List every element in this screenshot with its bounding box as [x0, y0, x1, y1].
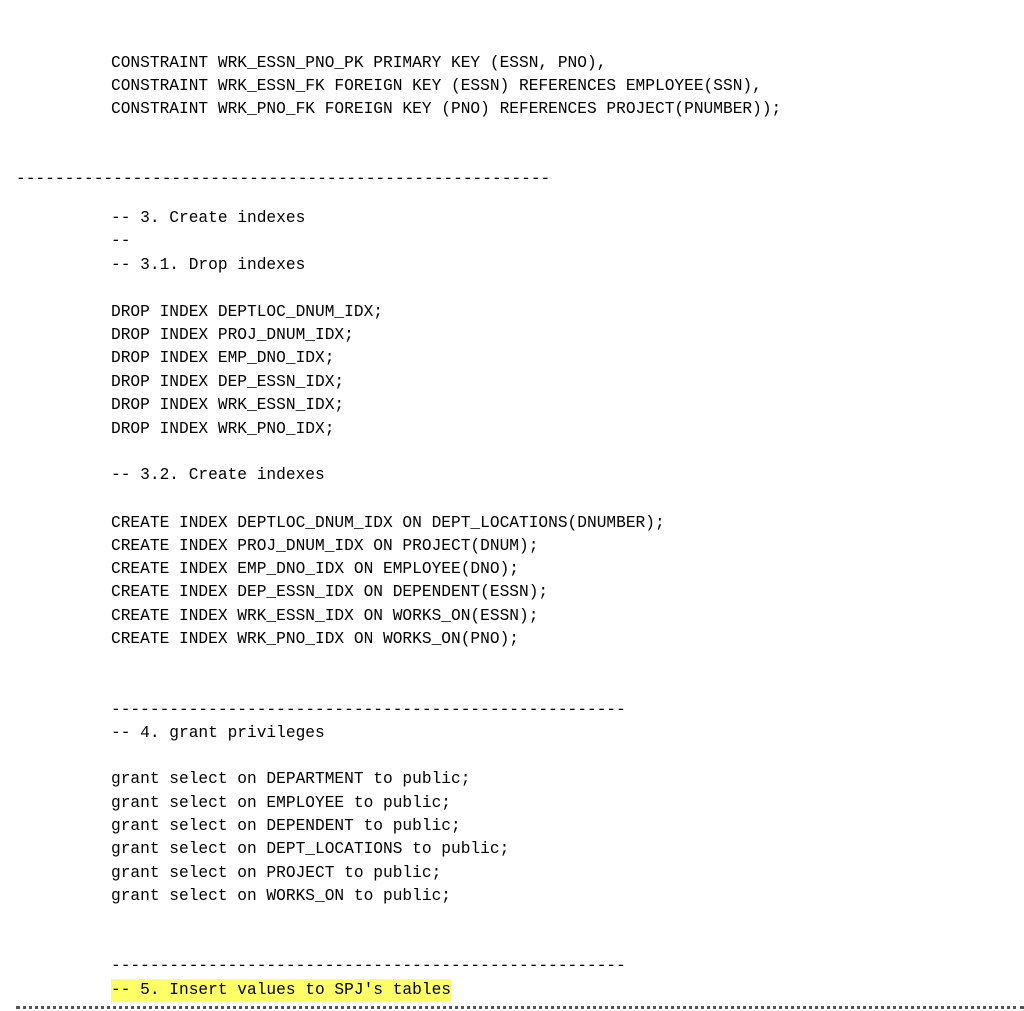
grant-line: grant select on PROJECT to public; [111, 864, 442, 882]
grant-line: grant select on EMPLOYEE to public; [111, 794, 451, 812]
constraint-pno-fk-line: CONSTRAINT WRK_PNO_FK FOREIGN KEY (PNO) REFERENCES PROJECT(PNUMBER)); [111, 100, 782, 118]
create-index-line: CREATE INDEX PROJ_DNUM_IDX ON PROJECT(DNUM); [111, 537, 539, 555]
section-separator: ----------------------------------------------------- [111, 957, 626, 975]
comment-grant-privileges: -- 4. grant privileges [111, 724, 325, 742]
comment-empty: -- [111, 232, 131, 250]
comment-insert-values-highlighted: -- 5. Insert values to SPJ's tables [111, 979, 451, 1002]
comment-create-indexes-sub: -- 3.2. Create indexes [111, 466, 325, 484]
section-separator: ------------------------------------------------------- [16, 170, 551, 188]
constraint-essn-fk-line: CONSTRAINT WRK_ESSN_FK FOREIGN KEY (ESSN) REFERENCES EMPLOYEE(SSN), [111, 77, 762, 95]
section-separator: ----------------------------------------------------- [111, 701, 626, 719]
drop-index-line: DROP INDEX WRK_PNO_IDX; [111, 420, 335, 438]
comment-create-indexes: -- 3. Create indexes [111, 209, 306, 227]
create-index-line: CREATE INDEX WRK_ESSN_IDX ON WORKS_ON(ESSN); [111, 607, 539, 625]
grant-line: grant select on WORKS_ON to public; [111, 887, 451, 905]
grant-line: grant select on DEPENDENT to public; [111, 817, 461, 835]
create-index-line: CREATE INDEX EMP_DNO_IDX ON EMPLOYEE(DNO); [111, 560, 519, 578]
drop-index-line: DROP INDEX DEPTLOC_DNUM_IDX; [111, 303, 383, 321]
drop-index-line: DROP INDEX PROJ_DNUM_IDX; [111, 326, 354, 344]
drop-index-line: DROP INDEX EMP_DNO_IDX; [111, 349, 335, 367]
grant-line: grant select on DEPARTMENT to public; [111, 770, 471, 788]
create-index-line: CREATE INDEX DEP_ESSN_IDX ON DEPENDENT(ESSN); [111, 583, 549, 601]
create-index-line: CREATE INDEX DEPTLOC_DNUM_IDX ON DEPT_LOCATIONS(DNUMBER); [111, 514, 665, 532]
page-break-rule [16, 1006, 1024, 1009]
drop-index-line: DROP INDEX DEP_ESSN_IDX; [111, 373, 345, 391]
drop-index-line: DROP INDEX WRK_ESSN_IDX; [111, 396, 345, 414]
constraint-pk-line: CONSTRAINT WRK_ESSN_PNO_PK PRIMARY KEY (ESSN, PNO), [111, 54, 607, 72]
create-index-line: CREATE INDEX WRK_PNO_IDX ON WORKS_ON(PNO); [111, 630, 519, 648]
comment-drop-indexes: -- 3.1. Drop indexes [111, 256, 306, 274]
grant-line: grant select on DEPT_LOCATIONS to public; [111, 840, 510, 858]
